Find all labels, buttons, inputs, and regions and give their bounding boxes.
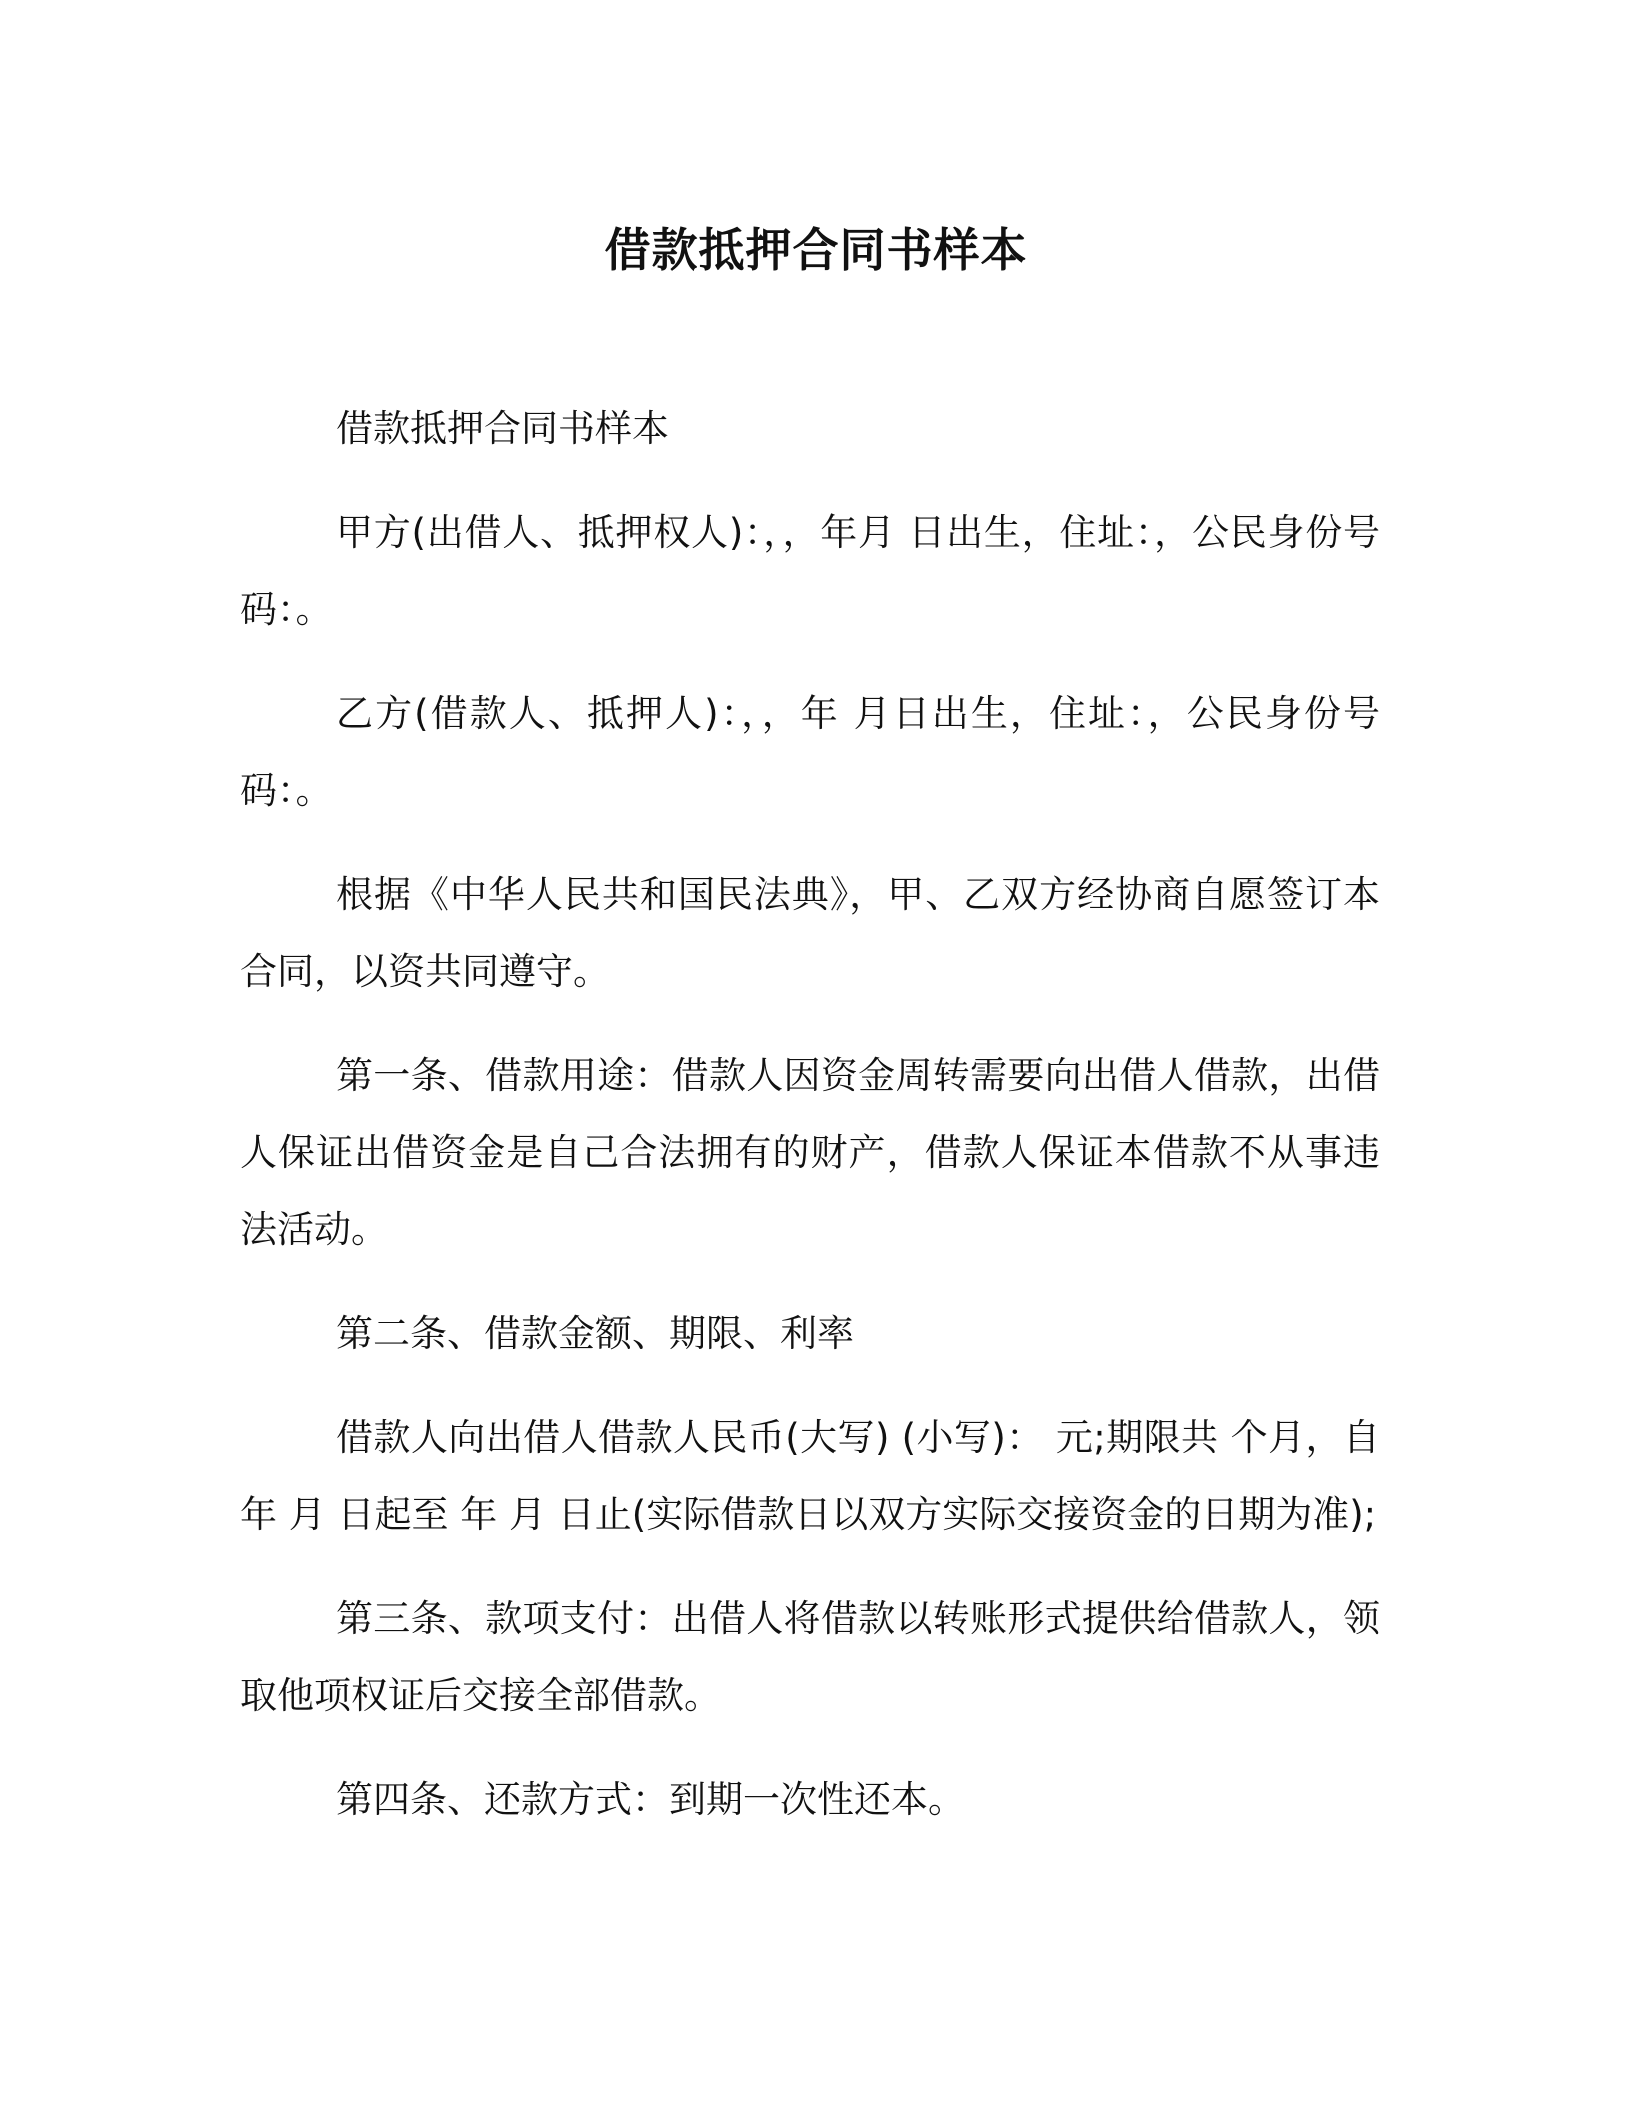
paragraph-article-4: 第四条、还款方式：到期一次性还本。 (336, 1778, 965, 1821)
paragraph-party-b: 乙方(借款人、抵押人)：，，年 月日出生，住址：，公民身份号码：。 (240, 692, 1380, 812)
paragraph-article-2-body: 借款人向出借人借款人民币(大写) (小写)： 元;期限共 个月，自 年 月 日起至 年 月 日止(实际借款日以双方实际交接资金的日期为准); (240, 1416, 1392, 1536)
paragraph-subtitle: 借款抵押合同书样本 (336, 407, 669, 450)
paragraph-article-2-heading: 第二条、借款金额、期限、利率 (336, 1312, 854, 1355)
paragraph-basis: 根据《中华人民共和国民法典》，甲、乙双方经协商自愿签订本合同，以资共同遵守。 (240, 873, 1380, 993)
paragraph-article-1: 第一条、借款用途：借款人因资金周转需要向出借人借款，出借人保证出借资金是自己合法拥有的财产，借款人保证本借款不从事违法活动。 (240, 1054, 1380, 1251)
paragraph-article-3: 第三条、款项支付：出借人将借款以转账形式提供给借款人，领取他项权证后交接全部借款。 (240, 1597, 1380, 1717)
document-title: 借款抵押合同书样本 (604, 223, 1028, 277)
paragraph-party-a: 甲方(出借人、抵押权人)：，，年月 日出生，住址：，公民身份号码：。 (240, 511, 1380, 631)
document-body (240, 390, 1392, 1865)
